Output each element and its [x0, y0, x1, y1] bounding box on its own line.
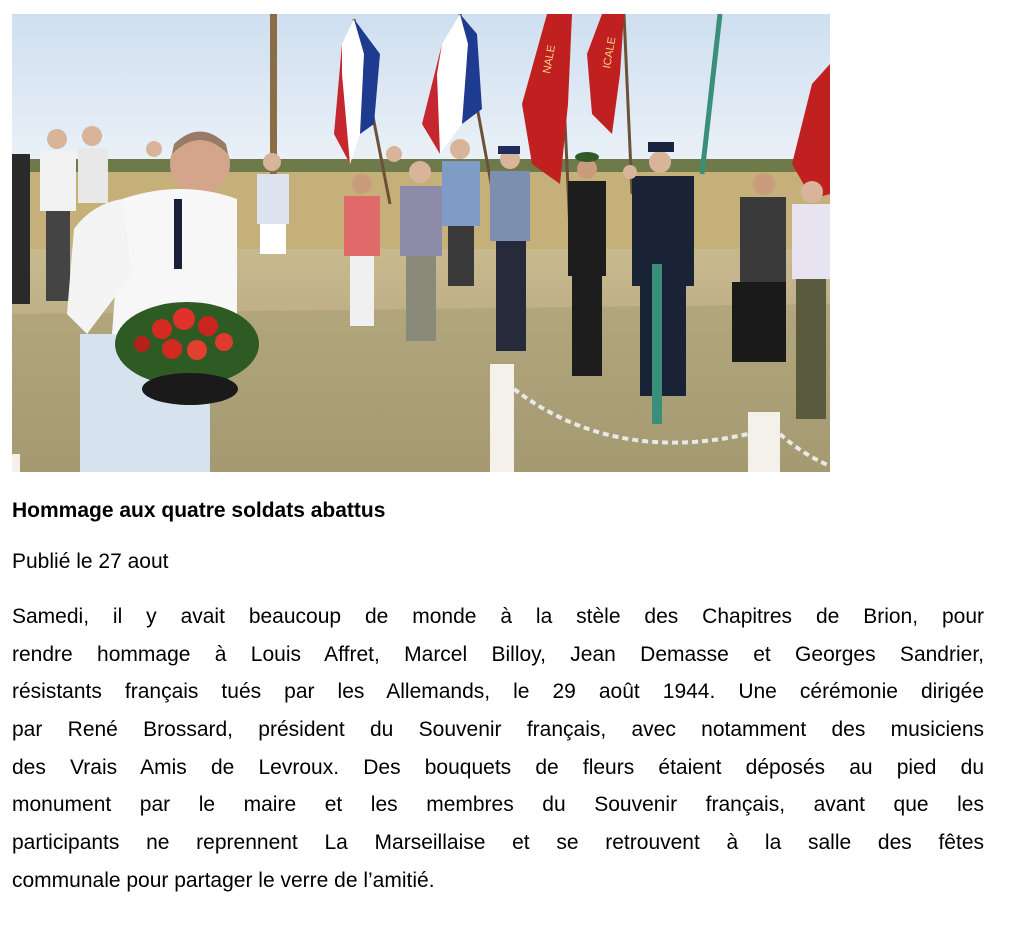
green-post: [652, 264, 662, 424]
body-line: Samedi, il y avait beaucoup de monde à la stèle des Chapitres de Brion, pour: [12, 605, 984, 628]
banner-lettering: NALE: [541, 44, 558, 75]
body-line: communale pour partager le verre de l’amitié.: [12, 868, 435, 892]
body-line: rendre hommage à Louis Affret, Marcel Billoy, Jean Demasse et Georges Sandrier,: [12, 642, 984, 666]
article-title: Hommage aux quatre soldats abattus: [12, 499, 386, 522]
body-line: des Vrais Amis de Levroux. Des bouquets de fleurs étaient déposés au pied du: [12, 755, 984, 779]
wooden-pole: [270, 14, 277, 174]
publish-date: Publié le 27 aout: [12, 550, 169, 573]
body-line: par René Brossard, président du Souvenir français, avec notamment des musiciens: [12, 718, 984, 742]
body-line: monument par le maire et les membres du Souvenir français, avant que les: [12, 793, 984, 817]
body-line: participants ne reprennent La Marseillaise et se retrouvent à la salle des fêtes: [12, 831, 984, 855]
sky: [12, 14, 830, 184]
article-photo: [12, 14, 830, 472]
banner-lettering: ICALE: [601, 36, 619, 70]
article-body: [12, 598, 984, 900]
body-line: résistants français tués par les Allemands, le 29 août 1944. Une cérémonie dirigée: [12, 680, 984, 704]
